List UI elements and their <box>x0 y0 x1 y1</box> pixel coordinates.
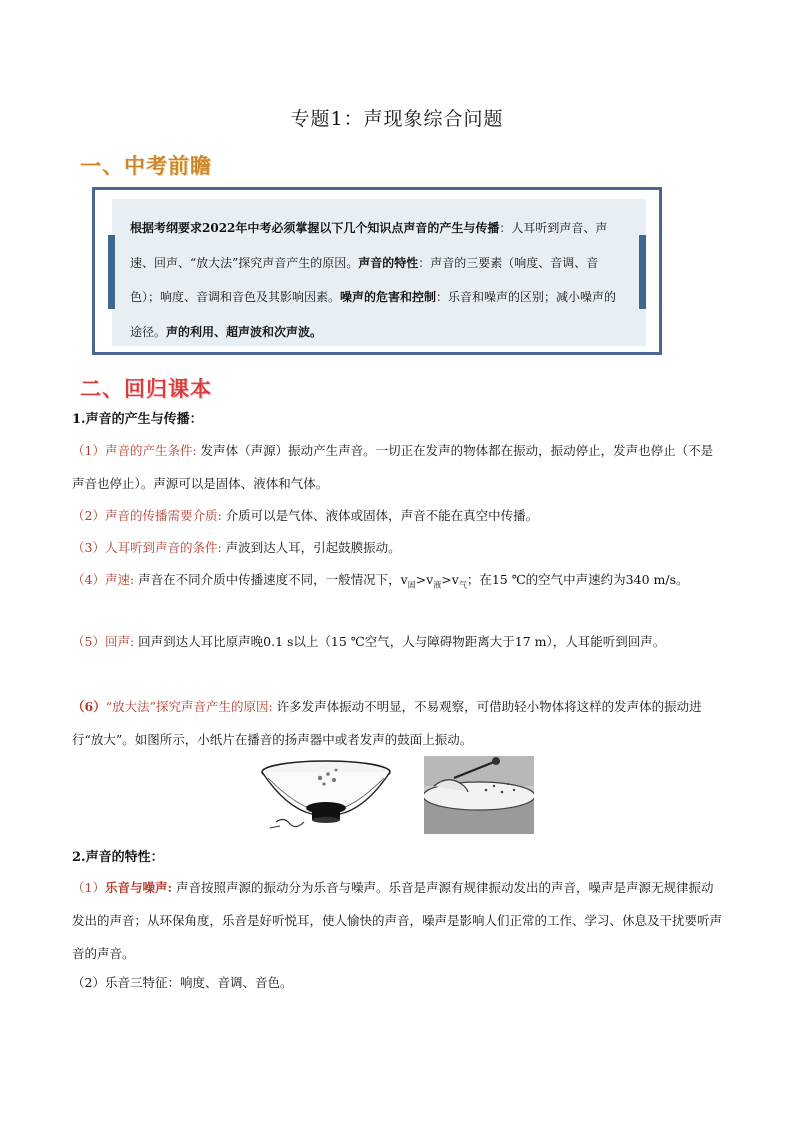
item-text: 声波到达人耳，引起鼓膜振动。 <box>221 540 401 555</box>
box-accent-left <box>108 235 115 309</box>
paragraph-7 <box>72 871 724 970</box>
item-number: （5） <box>72 634 105 649</box>
speed-text-b: >v <box>415 572 434 587</box>
subscript-gas: 气 <box>458 580 467 590</box>
speed-text-a: 声音在不同介质中传播速度不同，一般情况下，v <box>134 572 408 587</box>
item-number: （1） <box>72 880 105 895</box>
summary-intro: 根据考纲要求2022年中考必须掌握以下几个知识点 <box>130 221 404 235</box>
paragraph-3 <box>72 531 724 564</box>
summary-key-3: 噪声的危害和控制 <box>340 290 437 304</box>
item-label: 声音的传播需要介质: <box>104 508 222 523</box>
speed-text-c: >v <box>441 572 459 587</box>
subscript-liquid: 液 <box>433 580 442 590</box>
item-label: 回声: <box>104 634 135 649</box>
speed-text-d: ；在15 ℃的空气中声速约为340 m/s。 <box>466 572 689 587</box>
subscript-solid: 固 <box>407 580 416 590</box>
item-number: （4） <box>72 572 105 587</box>
item-number: （6） <box>72 699 106 714</box>
page-title: 专题1：声现象综合问题 <box>290 108 504 130</box>
summary-text <box>130 211 628 349</box>
item-label: 乐音与噪声: <box>104 880 173 895</box>
summary-text-1: ：人耳听到声音、声速、回声、“放大法”探究声音产生的原因。 <box>130 221 608 270</box>
subheading-characteristics: 2.声音的特性： <box>72 850 164 865</box>
paragraph-1 <box>72 434 724 500</box>
subheading-production-propagation: 1.声音的产生与传播： <box>72 412 203 427</box>
paragraph-2 <box>72 499 724 532</box>
section-heading-preview: 一、中考前瞻 <box>80 154 212 178</box>
summary-box <box>112 199 646 346</box>
section-heading-review: 二、回归课本 <box>80 377 212 401</box>
summary-key-4: 声的利用、超声波和次声波。 <box>166 324 323 339</box>
item-text: 声音按照声源的振动分为乐音与噪声。乐音是声源有规律振动发出的声音，噪声是声源无规律振动发出的声音；从环保角度，乐音是好听悦耳，使人愉快的声音，噪声是影响人们正常的工作、学习、休息及干扰要听声音的声音。 <box>72 880 723 961</box>
item-label: 人耳听到声音的条件: <box>104 540 222 555</box>
box-accent-right <box>639 235 646 309</box>
drum-illustration <box>424 756 534 834</box>
item-number: （1） <box>72 443 105 458</box>
summary-text-2: ：声音的三要素（响度、音调、音色）；响度、音调和音色及其影响因素。 <box>130 255 599 304</box>
summary-key-2: 声音的特性 <box>358 255 419 270</box>
paragraph-8: （2）乐音三特征：响度、音调、音色。 <box>72 975 293 990</box>
item-label: 声音的产生条件: <box>104 443 197 458</box>
item-label: “放大法”探究声音产生的原因: <box>105 699 273 714</box>
item-number: （2） <box>72 508 105 523</box>
item-text: 许多发声体振动不明显，不易观察，可借助轻小物体将这样的发声体的振动进行“放大”。如图所示，小纸片在播音的扬声器中或者发声的鼓面上振动。 <box>72 699 702 747</box>
summary-key-1: 声音的产生与传播 <box>403 221 500 235</box>
speaker-illustration <box>256 756 396 834</box>
paragraph-4 <box>72 563 724 602</box>
item-text: 发声体（声源）振动产生声音。一切正在发声的物体都在振动，振动停止，发声也停止（不是声音也停止）。声源可以是固体、液体和气体。 <box>72 443 714 491</box>
summary-text-3: ：乐音和噪声的区别；减小噪声的途径。 <box>130 290 617 339</box>
paragraph-5 <box>72 625 724 658</box>
item-text: 介质可以是气体、液体或固体，声音不能在真空中传播。 <box>221 508 539 523</box>
item-text: 回声到达人耳比原声晚0.1 s以上（15 ℃空气，人与障碍物距离大于17 m），人耳能听到回声。 <box>134 634 666 649</box>
paragraph-6 <box>72 690 724 756</box>
item-number: （3） <box>72 540 105 555</box>
item-label: 声速: <box>104 572 135 587</box>
